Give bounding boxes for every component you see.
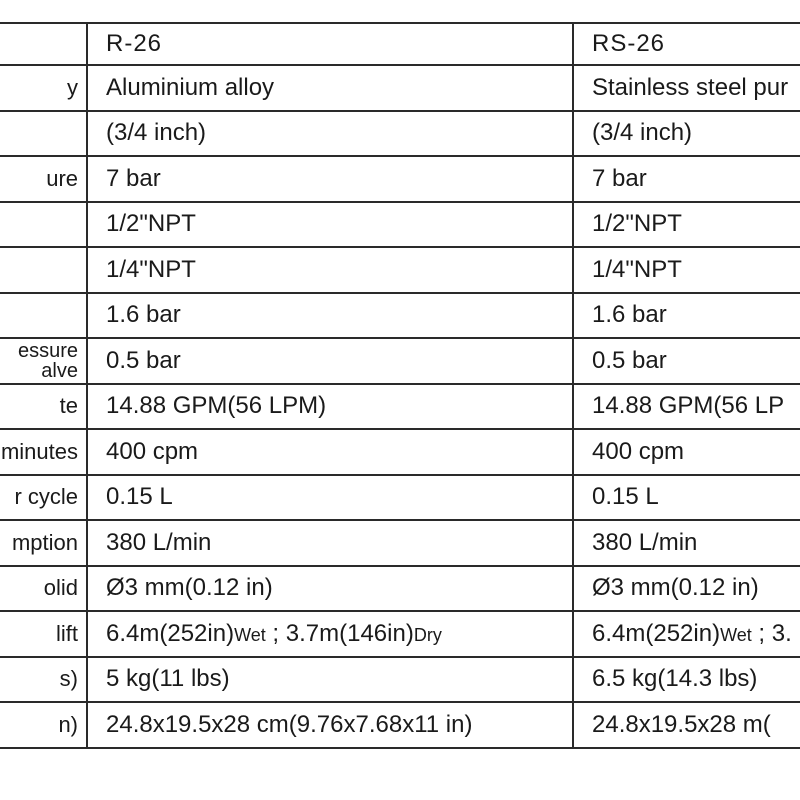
- row-value-r: Ø3 mm(0.12 in): [87, 566, 573, 612]
- row-value-r: 0.5 bar: [87, 338, 573, 384]
- row-value-rs: 400 cpm: [573, 429, 800, 475]
- table-row: [0, 202, 800, 248]
- lift-wet-value: 6.4m(252in): [592, 619, 721, 647]
- row-value-rs: Ø3 mm(0.12 in): [573, 566, 800, 612]
- row-label: mption: [0, 520, 87, 566]
- row-value-r: 7 bar: [87, 156, 573, 202]
- table-row: [0, 338, 800, 384]
- row-label: [0, 338, 87, 384]
- row-value-rs: 14.88 GPM(56 LP: [573, 384, 800, 430]
- table-row: [0, 293, 800, 339]
- table-row: [0, 156, 800, 202]
- row-label: te: [0, 384, 87, 430]
- table-row: [0, 566, 800, 612]
- header-model-r: R-26: [87, 23, 573, 65]
- row-label: r cycle: [0, 475, 87, 521]
- table-row: [0, 247, 800, 293]
- header-model-rs: RS-26: [573, 23, 800, 65]
- row-value-r: 0.15 L: [87, 475, 573, 521]
- row-label: [0, 111, 87, 157]
- row-label: [0, 293, 87, 339]
- table-row: [0, 520, 800, 566]
- row-value-r: 5 kg(11 lbs): [87, 657, 573, 703]
- row-label-line2: alve: [41, 359, 78, 382]
- row-value-rs: 1/2"NPT: [573, 202, 800, 248]
- row-value-rs: 0.5 bar: [573, 338, 800, 384]
- row-value-rs: Stainless steel pur: [573, 65, 800, 111]
- table-row: [0, 657, 800, 703]
- table-row: [0, 384, 800, 430]
- row-value-r: 1.6 bar: [87, 293, 573, 339]
- row-value-r: 380 L/min: [87, 520, 573, 566]
- row-value-rs: 1.6 bar: [573, 293, 800, 339]
- row-value-r: 1/2"NPT: [87, 202, 573, 248]
- header-label-cell: [0, 23, 87, 65]
- lift-dry-value: 3.7m(146in): [285, 619, 414, 647]
- row-value-r: 24.8x19.5x28 cm(9.76x7.68x11 in): [87, 702, 573, 748]
- row-label: s): [0, 657, 87, 703]
- lift-wet-unit: Wet: [720, 624, 752, 645]
- row-label: olid: [0, 566, 87, 612]
- spec-table: [0, 22, 800, 749]
- row-value-rs: (3/4 inch): [573, 111, 800, 157]
- row-value-r: 14.88 GPM(56 LPM): [87, 384, 573, 430]
- table-row: [0, 702, 800, 748]
- row-value-r: Aluminium alloy: [87, 65, 573, 111]
- row-value-r: 400 cpm: [87, 429, 573, 475]
- row-value-r: [87, 611, 573, 657]
- header-row: [0, 23, 800, 65]
- row-label: minutes: [0, 429, 87, 475]
- row-label: n): [0, 702, 87, 748]
- row-value-r: 1/4"NPT: [87, 247, 573, 293]
- table-row: [0, 111, 800, 157]
- lift-dry-unit: Dry: [413, 624, 442, 645]
- row-value-rs: 6.5 kg(14.3 lbs): [573, 657, 800, 703]
- row-value-r: (3/4 inch): [87, 111, 573, 157]
- row-value-rs: 380 L/min: [573, 520, 800, 566]
- row-value-rs: 7 bar: [573, 156, 800, 202]
- row-value-rs: 1/4"NPT: [573, 247, 800, 293]
- row-label-line1: essure: [17, 339, 78, 362]
- lift-separator: ;: [751, 619, 772, 647]
- table-row: [0, 475, 800, 521]
- table-row: [0, 611, 800, 657]
- row-label: y: [0, 65, 87, 111]
- lift-wet-value: 6.4m(252in): [106, 619, 235, 647]
- lift-wet-unit: Wet: [234, 624, 266, 645]
- table-row: [0, 429, 800, 475]
- lift-separator: ;: [265, 619, 286, 647]
- lift-dry-value: 3.: [771, 619, 792, 647]
- row-value-rs: 24.8x19.5x28 m(: [573, 702, 800, 748]
- row-label: ure: [0, 156, 87, 202]
- row-label: lift: [0, 611, 87, 657]
- row-value-rs: [573, 611, 800, 657]
- row-value-rs: 0.15 L: [573, 475, 800, 521]
- table-row: [0, 65, 800, 111]
- row-label: [0, 247, 87, 293]
- row-label: [0, 202, 87, 248]
